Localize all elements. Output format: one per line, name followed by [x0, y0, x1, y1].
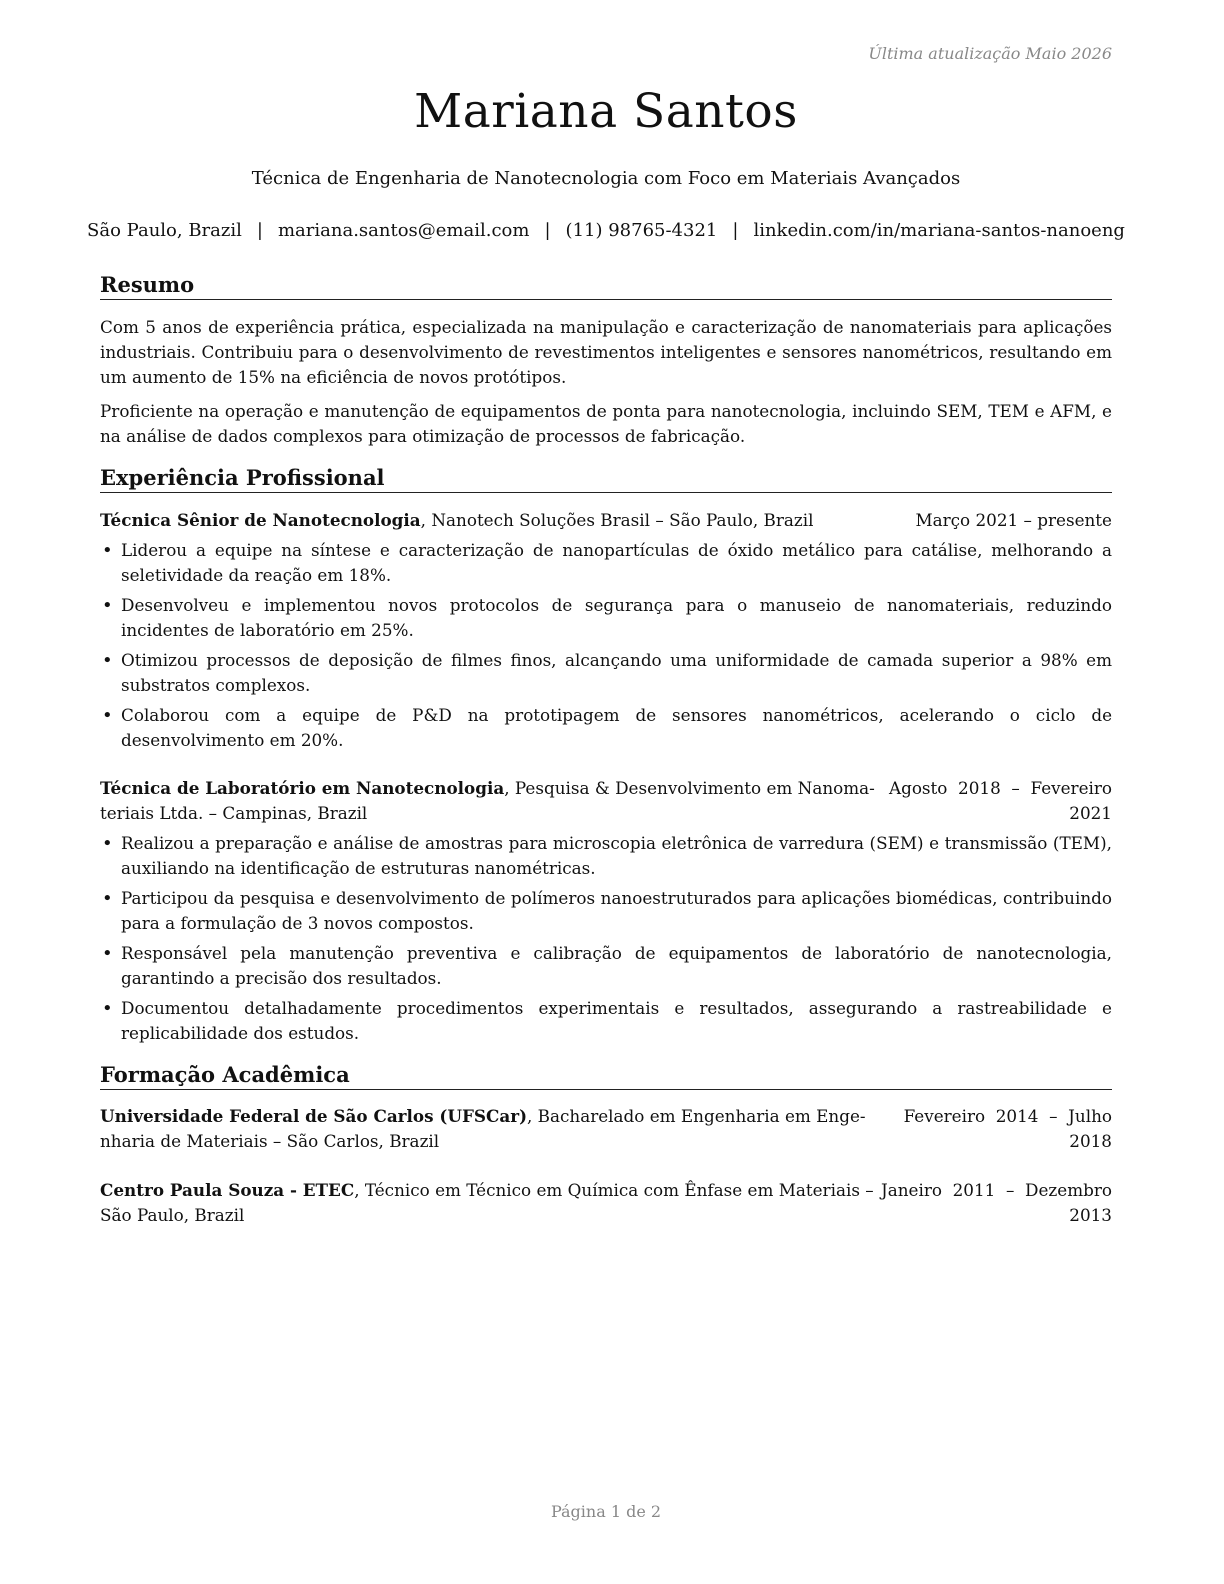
- page-number: Página 1 de 2: [550, 1502, 662, 1521]
- education-degree-cont: nharia de Materiais – São Carlos, Brazil: [100, 1131, 440, 1151]
- job-company: , Nanotech Soluções Brasil – São Paulo, Brazil: [420, 510, 814, 530]
- contact-separator: |: [544, 220, 551, 241]
- job-bullets: [100, 538, 1112, 758]
- list-item: • Desenvolveu e implementou novos protocolos de segurança para o manuseio de nanomateriais, reduzindo incidentes de laboratório em 25%.: [100, 593, 1112, 643]
- contact-email[interactable]: mariana.santos@email.com: [277, 220, 530, 241]
- contact-separator: |: [256, 220, 263, 241]
- section-title-education: Formação Acadêmica: [100, 1062, 1112, 1090]
- contact-line: [87, 220, 1125, 241]
- job-header: [100, 776, 1112, 826]
- candidate-headline: Técnica de Engenharia de Nanotecnologia com Foco em Materiais Avançados: [251, 168, 961, 189]
- education-degree: , Técnico em Técnico em Química com Ênfase em Materiais –: [354, 1180, 874, 1200]
- section-title-experience: Experiência Profissional: [100, 465, 1112, 493]
- list-item: • Colaborou com a equipe de P&D na prototipagem de sensores nanométricos, acelerando o ciclo de desenvolvimento em 20%.: [100, 703, 1112, 753]
- list-item: • Otimizou processos de deposição de filmes finos, alcançando uma uniformidade de camada superior a 98% em substratos complexos.: [100, 648, 1112, 698]
- education-dates: Fevereiro 2014 – Julho: [903, 1106, 1112, 1126]
- education-dates-cont: 2013: [1069, 1205, 1112, 1225]
- education-dates: Janeiro 2011 – Dezembro: [880, 1180, 1112, 1200]
- education-item: [100, 1178, 1112, 1228]
- summary-paragraph-2: Proficiente na operação e manutenção de equipamentos de ponta para nanotecnologia, incluindo SEM, TEM e AFM, e na análise de dados complexos para otimização de processos de fabricação.: [100, 401, 1112, 446]
- education-item: [100, 1104, 1112, 1154]
- job-dates-cont: 2021: [1069, 803, 1112, 823]
- candidate-name: Mariana Santos: [414, 84, 798, 139]
- job-header: [100, 508, 1112, 533]
- education-school: Centro Paula Souza - ETEC: [100, 1180, 355, 1200]
- job-role: Técnica Sênior de Nanotecnologia: [100, 510, 421, 530]
- section-title-summary: Resumo: [100, 272, 1112, 300]
- contact-linkedin[interactable]: linkedin.com/in/mariana-santos-nanoeng: [753, 220, 1125, 241]
- contact-phone: (11) 98765-4321: [565, 220, 718, 241]
- job-company-cont: teriais Ltda. – Campinas, Brazil: [100, 803, 368, 823]
- contact-separator: |: [732, 220, 739, 241]
- job-dates: Agosto 2018 – Fevereiro: [888, 778, 1112, 798]
- list-item: • Responsável pela manutenção preventiva e calibração de equipamentos de laboratório de nanotecnologia, garantindo a precisão dos resultados.: [100, 941, 1112, 991]
- education-school: Universidade Federal de São Carlos (UFSCar): [100, 1106, 528, 1126]
- education-degree-cont: São Paulo, Brazil: [100, 1205, 245, 1225]
- list-item: • Documentou detalhadamente procedimentos experimentais e resultados, assegurando a rastreabilidade e replicabilidade dos estudos.: [100, 996, 1112, 1046]
- list-item: • Participou da pesquisa e desenvolvimento de polímeros nanoestruturados para aplicações biomédicas, contribuindo para a formulação de 3 novos compostos.: [100, 886, 1112, 936]
- list-item: • Liderou a equipe na síntese e caracterização de nanopartículas de óxido metálico para catálise, melhorando a seletividade da reação em 18%.: [100, 538, 1112, 588]
- list-item: • Realizou a preparação e análise de amostras para microscopia eletrônica de varredura (SEM) e transmissão (TEM), auxiliando na identificação de estruturas nanométricas.: [100, 831, 1112, 881]
- last-updated: Última atualização Maio 2026: [868, 44, 1112, 63]
- contact-location: São Paulo, Brazil: [87, 220, 242, 241]
- education-dates-cont: 2018: [1069, 1131, 1112, 1151]
- job-company: , Pesquisa & Desenvolvimento em Nanoma-: [504, 778, 875, 798]
- summary-paragraph-1: Com 5 anos de experiência prática, especializada na manipulação e caracterização de nanomateriais para aplicações industriais. Contribuiu para o desenvolvimento de revestimentos inteligentes e sensores nanométricos, resultando em um aumento de 15% na eficiência de novos protótipos.: [100, 317, 1112, 387]
- job-dates: Março 2021 – presente: [915, 510, 1112, 530]
- education-degree: , Bacharelado em Engenharia em Enge-: [527, 1106, 866, 1126]
- job-bullets: [100, 831, 1112, 1051]
- job-role: Técnica de Laboratório em Nanotecnologia: [100, 778, 505, 798]
- resume-page: [87, 0, 1125, 1584]
